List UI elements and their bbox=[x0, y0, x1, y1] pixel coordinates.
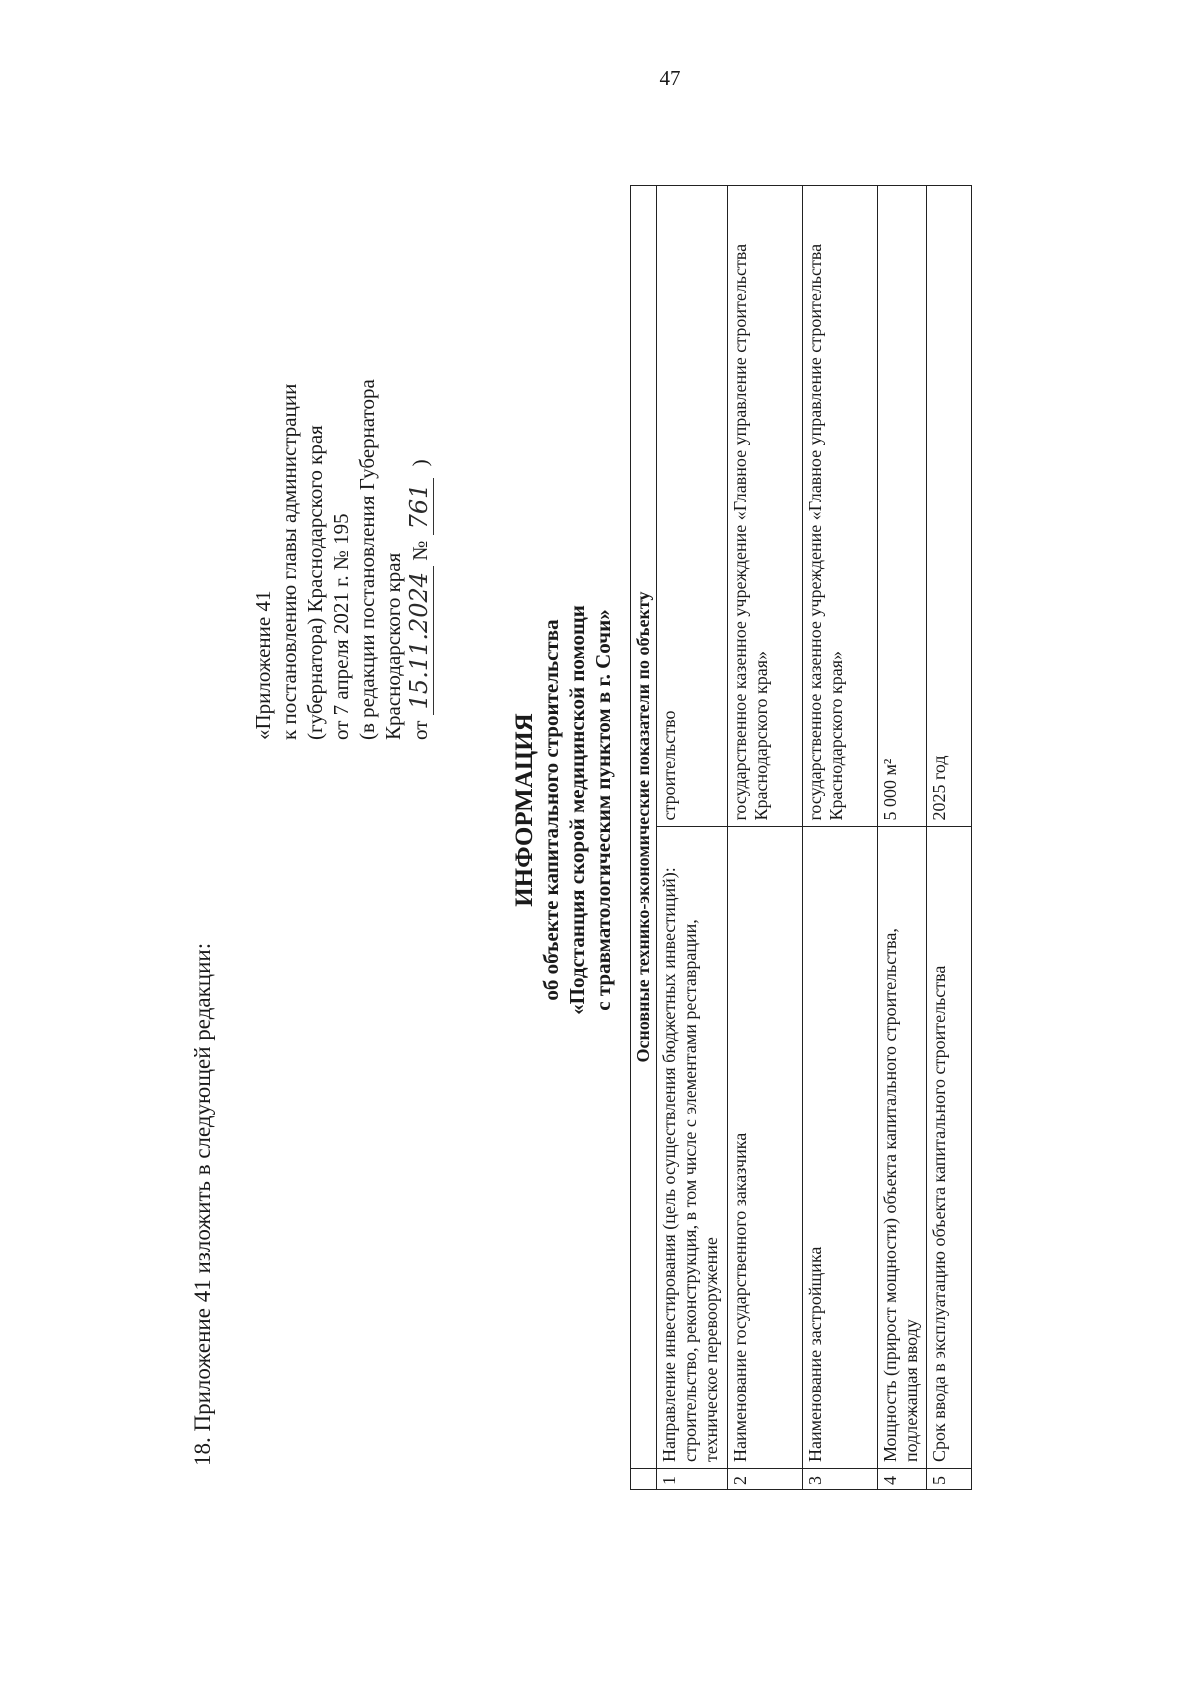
table-row bbox=[728, 186, 803, 1490]
appendix-reference bbox=[250, 180, 433, 740]
title-line: «Подстанция скорой медицинской помощи bbox=[565, 605, 589, 1015]
row-value: 5 000 м² bbox=[878, 186, 927, 828]
appendix-line: Краснодарского края bbox=[381, 552, 405, 740]
table-row bbox=[657, 186, 728, 1490]
title-line: с травматологическим пунктом в г. Сочи» bbox=[591, 609, 615, 1011]
handwritten-date: 15.11.2024 bbox=[405, 566, 434, 715]
row-number: 5 bbox=[927, 1469, 972, 1490]
handwritten-number: 761 bbox=[405, 478, 434, 536]
intro-text: 18. Приложение 41 изложить в следующей редакции: bbox=[190, 942, 215, 1466]
title-line: об объекте капитального строительства bbox=[539, 619, 563, 1001]
row-value: государственное казенное учреждение «Главное управление строительства Краснодарского края» bbox=[728, 186, 803, 828]
date-prefix: от bbox=[408, 720, 432, 740]
row-label: Наименование государственного заказчика bbox=[728, 827, 803, 1469]
page-number: 47 bbox=[659, 66, 681, 90]
table-row bbox=[803, 186, 878, 1490]
appendix-line: «Приложение 41 bbox=[251, 590, 275, 740]
number-prefix: № bbox=[408, 540, 432, 561]
appendix-line: (губернатора) Краснодарского края bbox=[303, 425, 327, 740]
row-label: Наименование застройщика bbox=[803, 827, 878, 1469]
appendix-date-line bbox=[406, 180, 433, 740]
table-header: Основные технико-экономические показатели по объекту bbox=[631, 186, 657, 1469]
document-title bbox=[512, 420, 616, 1200]
row-number: 4 bbox=[878, 1469, 927, 1490]
row-label: Мощность (прирост мощности) объекта капитального строительства, подлежащая вводу bbox=[878, 827, 927, 1469]
appendix-line: от 7 апреля 2021 г. № 195 bbox=[329, 513, 353, 740]
appendix-line: к постановлению главы администрации bbox=[277, 383, 301, 740]
rotated-content bbox=[190, 180, 1130, 1500]
row-label: Направление инвестирования (цель осуществления бюджетных инвестиций): строительство, реконструкция, в том числе с элементами реставрации, техническое перевооружение bbox=[657, 827, 728, 1469]
header-empty-cell bbox=[631, 1469, 657, 1490]
row-value: государственное казенное учреждение «Главное управление строительства Краснодарского края» bbox=[803, 186, 878, 828]
appendix-line: (в редакции постановления Губернатора bbox=[355, 379, 379, 740]
table-header-row bbox=[631, 186, 657, 1490]
title-main: ИНФОРМАЦИЯ bbox=[511, 713, 538, 907]
row-number: 3 bbox=[803, 1469, 878, 1490]
row-value: 2025 год bbox=[927, 186, 972, 828]
row-value: строительство bbox=[657, 186, 728, 828]
indicators-table bbox=[630, 185, 972, 1490]
row-number: 1 bbox=[657, 1469, 728, 1490]
row-number: 2 bbox=[728, 1469, 803, 1490]
row-label: Срок ввода в эксплуатацию объекта капитального строительства bbox=[927, 827, 972, 1469]
closing-paren: ) bbox=[408, 459, 432, 467]
table-row bbox=[878, 186, 927, 1490]
table-row bbox=[927, 186, 972, 1490]
